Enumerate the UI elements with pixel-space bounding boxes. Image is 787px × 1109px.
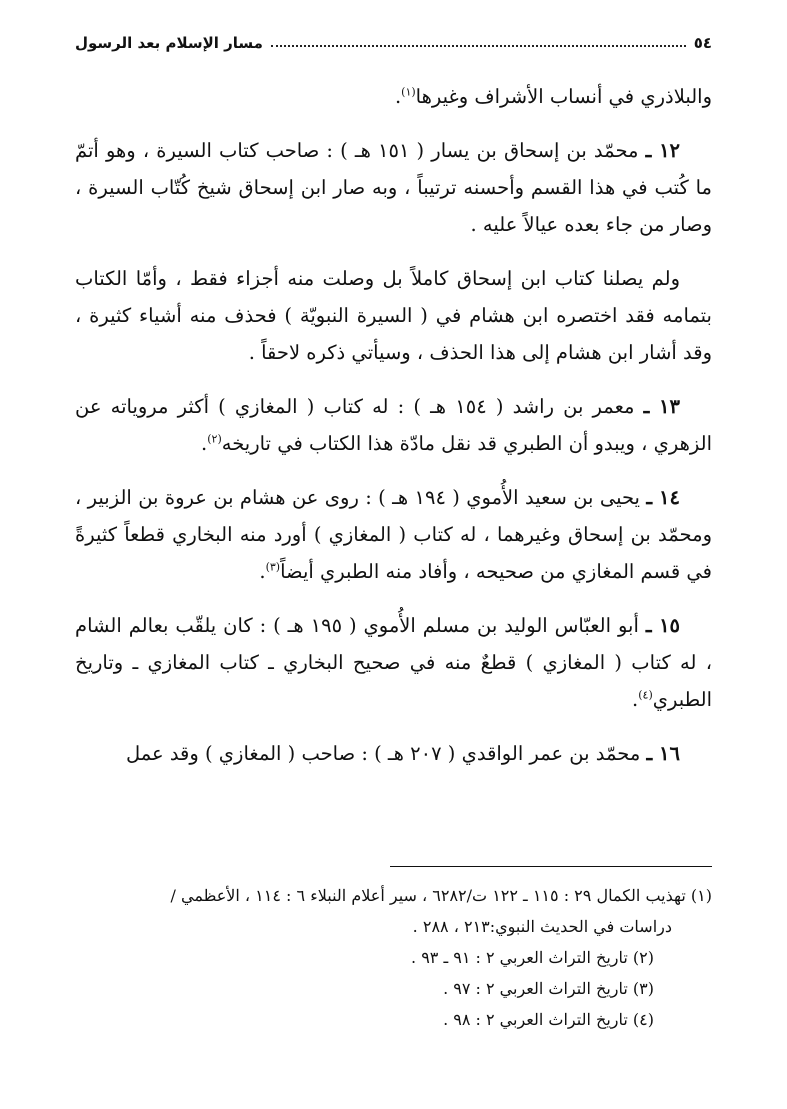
entry-text: يحيى بن سعيد الأُموي ( ١٩٤ هـ ) : روى عن هشام بن عروة بن الزبير ، ومحمّد بن إسحاق وغيرهما ، له كتاب ( المغازي ) أورد منه البخاري قطعاً كثيرةً في قسم المغازي من صحيحه ، وأفاد منه الطبري أيضاً <box>75 486 712 583</box>
entry-14 <box>75 479 712 590</box>
entry-text: أبو العبّاس الوليد بن مسلم الأُموي ( ١٩٥ هـ ) : كان يلقّب بعالم الشام ، له كتاب ( المغازي ) قطعٌ منه في صحيح البخاري ـ كتاب المغازي ـ وتاريخ الطبري <box>75 614 712 711</box>
page-number: ٥٤ <box>693 34 712 52</box>
entry-number: ١٦ ـ <box>646 742 680 765</box>
entry-13 <box>75 388 712 462</box>
dotted-leader <box>271 45 686 47</box>
footnote-separator <box>390 866 712 867</box>
paragraph-ibn-ishaq <box>75 260 712 371</box>
footnote-1-continued: دراسات في الحديث النبوي:٢١٣ ، ٢٨٨ . <box>412 917 672 936</box>
entry-text: محمّد بن إسحاق بن يسار ( ١٥١ هـ ) : صاحب كتاب السيرة ، وهو أتمّ ما كُتب في هذا القسم وأحسنه ترتيباً ، وبه صار ابن إسحاق شيخ كُتّاب السيرة ، وصار من جاء بعده عيالاً عليه . <box>75 139 712 236</box>
footnote-ref: (٤) <box>638 688 653 702</box>
footnote-1: (١) تهذيب الكمال ٢٩ : ١١٥ ـ ١٢٢ ت/٦٢٨٢ ، سير أعلام النبلاء ٦ : ١١٤ ، الأعظمي / <box>170 886 712 905</box>
entry-number: ١٤ ـ <box>646 486 680 509</box>
entry-text: معمر بن راشد ( ١٥٤ هـ ) : له كتاب ( المغازي ) أكثر مروياته عن الزهري ، ويبدو أن الطبري قد نقل مادّة هذا الكتاب في تاريخه <box>75 395 712 455</box>
footnote-ref: (٢) <box>207 432 222 446</box>
main-text <box>75 78 712 789</box>
entry-number: ١٥ ـ <box>645 614 681 637</box>
footnote-ref: (٣) <box>265 560 281 574</box>
paragraph-1 <box>75 78 712 115</box>
entry-number: ١٢ ـ <box>645 139 681 162</box>
paragraph-text: والبلاذري في أنساب الأشراف وغيرها <box>415 85 712 108</box>
footnotes <box>75 880 712 1035</box>
paragraph-text: ولم يصلنا كتاب ابن إسحاق كاملاً بل وصلت منه أجزاء فقط ، وأمّا الكتاب بتمامه فقد اختصره ابن هشام في ( السيرة النبويّة ) فحذف منه أشياء كثيرة ، وقد أشار ابن هشام إلى هذا الحذف ، وسيأتي ذكره لاحقاً . <box>75 267 712 364</box>
footnote-4: (٤) تاريخ التراث العربي ٢ : ٩٨ . <box>443 1010 654 1029</box>
entry-text: محمّد بن عمر الواقدي ( ٢٠٧ هـ ) : صاحب ( المغازي ) وقد عمل <box>125 742 641 765</box>
paragraph-end: . <box>632 688 639 711</box>
footnote-2: (٢) تاريخ التراث العربي ٢ : ٩١ ـ ٩٣ . <box>411 948 654 967</box>
running-title: مسار الإسلام بعد الرسول <box>75 34 263 52</box>
entry-16 <box>75 735 712 772</box>
paragraph-end: . <box>394 85 402 108</box>
entry-number: ١٣ ـ <box>643 395 680 418</box>
entry-12 <box>75 132 712 243</box>
running-header <box>75 28 712 58</box>
entry-15 <box>75 607 712 718</box>
footnote-ref: (١) <box>401 85 416 99</box>
footnote-3: (٣) تاريخ التراث العربي ٢ : ٩٧ . <box>443 979 654 998</box>
paragraph-end: . <box>259 560 266 583</box>
paragraph-end: . <box>201 432 208 455</box>
